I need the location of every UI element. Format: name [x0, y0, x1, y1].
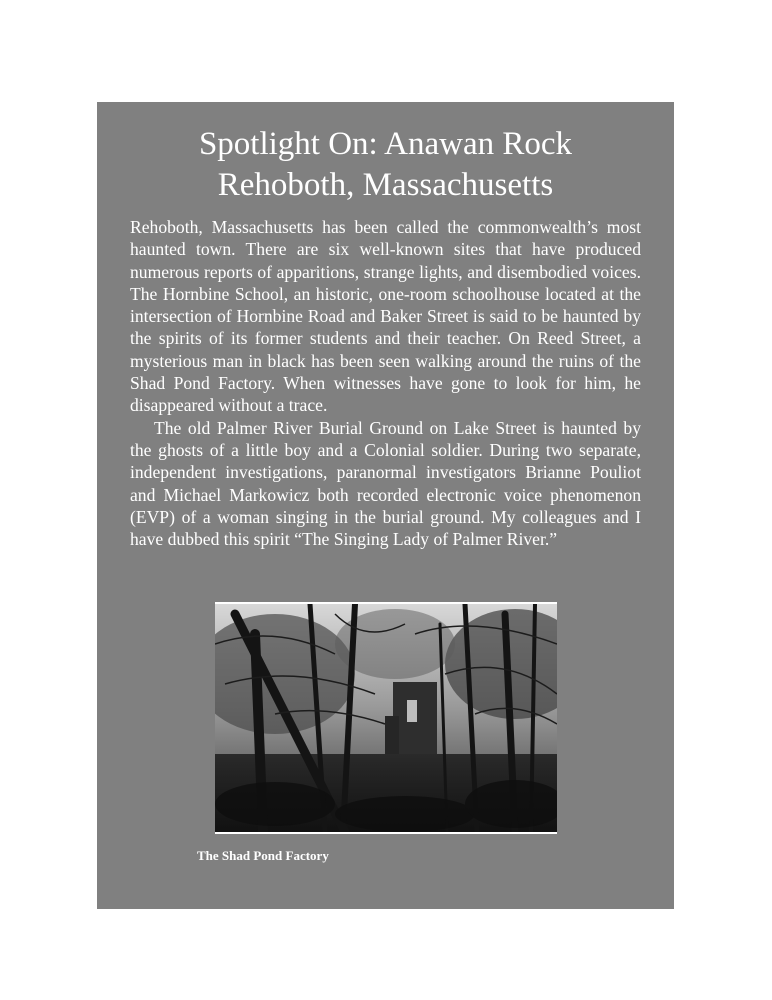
paragraph-1: Rehoboth, Massachusetts has been called the commonwealth’s most haunted town. There are six well-known sites that have produced numerous reports of apparitions, strange lights, and disembodied voices. The Hornbine School, an historic, one-room schoolhouse located at the intersection of Hornbine Road and Baker Street is said to be haunted by the spirits of its former students and their teacher. On Reed Street, a mysterious man in black has been seen walking around the ruins of the Shad Pond Factory. When witnesses have gone to look for him, he disappeared without a trace. [130, 217, 641, 416]
photo-image [215, 604, 557, 832]
photo-caption: The Shad Pond Factory [197, 848, 329, 863]
title-line-2: Rehoboth, Massachusetts [217, 167, 554, 203]
title-line-1: Spotlight On: Anawan Rock [198, 126, 573, 162]
shad-pond-factory-photo [215, 602, 557, 834]
sidebar-title [130, 124, 641, 206]
paragraph-2: The old Palmer River Burial Ground on Lake Street is haunted by the ghosts of a little boy and a Colonial soldier. During two separate, independent investigations, paranormal investigators Brianne Pouliot and Michael Markowicz both recorded electronic voice phenomenon (EVP) of a woman singing in the burial ground. My colleagues and I have dubbed this spirit “The Singing Lady of Palmer River.” [130, 417, 641, 550]
body-text [130, 216, 641, 550]
sidebar-box [97, 102, 674, 909]
